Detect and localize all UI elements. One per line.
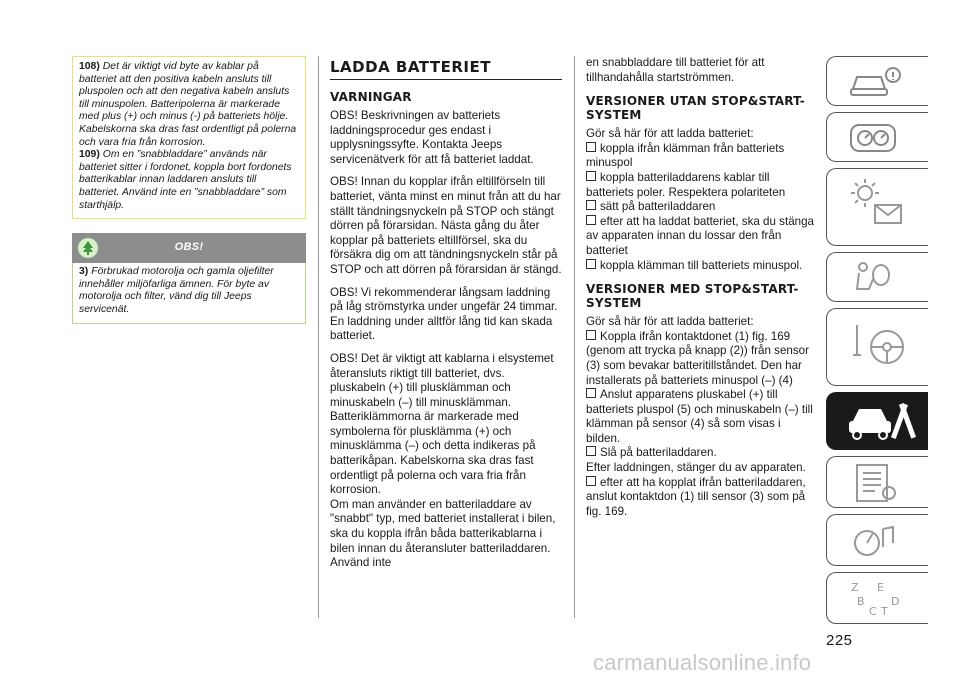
column-divider	[318, 56, 319, 618]
plain-text: Efter laddningen, stänger du av apparaten.	[586, 461, 806, 475]
paragraph: OBS! Det är viktigt att kablarna i elsystemet återansluts riktigt till batteriet, dvs. pluskabeln (+) till plusklämman och minuskabeln (–) till minusklämman. Batteriklämmorna är markerade med symbolerna för plusklämma (+) och minusklämma (–) och detta indikeras på batterikåpan. Kabelskorna ska dras fast ordentligt på polerna och vara fria från korrosion.	[330, 351, 554, 497]
tab-car-info[interactable]	[826, 56, 928, 106]
list-item: koppla ifrån klämman från batteriets minuspol	[586, 141, 785, 170]
obs-title: OBS!	[174, 241, 204, 254]
maintenance-car-tools-icon	[847, 399, 917, 443]
checkbox-bullet-icon	[586, 330, 596, 340]
index-letter: C	[869, 605, 877, 618]
tab-safety[interactable]	[826, 252, 928, 302]
list-item: koppla batteriladdarens kablar till batteriets poler. Respektera polariteten	[586, 170, 786, 199]
right-column	[586, 56, 814, 519]
paragraph: en snabbladdare till batteriet för att tillhandahålla startströmmen.	[586, 56, 765, 84]
list-item: efter att ha kopplat ifrån batteriladdaren, anslut kontaktdon (1) till sensor (3) som på fig. 169.	[586, 475, 806, 518]
paragraph: Om man använder en batteriladdare av "snabbt" typ, med batteriet installerat i bilen, ska du koppla ifrån båda batterikablarna i bilen innan du återansluter batteriladdaren. Använd inte	[330, 497, 556, 570]
middle-column	[330, 56, 562, 579]
tab-maintenance[interactable]	[826, 392, 928, 450]
section-title: LADDA BATTERIET	[330, 58, 562, 80]
tab-lights-messages[interactable]	[826, 168, 928, 246]
index-letter: B	[857, 595, 865, 608]
subsection-title: VERSIONER MED STOP&START-SYSTEM	[586, 282, 799, 311]
list-item: efter att ha laddat batteriet, ska du stänga av apparaten innan du lossar den från batteriet	[586, 214, 814, 257]
watermark: carmanualsonline.info	[593, 650, 812, 675]
list-item: Koppla ifrån kontaktdonet (1) fig. 169 (genom att trycka på knapp (2)) från sensor (3) som bevakar batteritillståndet. Den har installerats på batteriets minuspol (–) (4)	[586, 329, 809, 387]
checkbox-bullet-icon	[586, 476, 596, 486]
list-item: koppla klämman till batteriets minuspol.	[586, 259, 814, 274]
list-item: sätt på batteriladdaren	[586, 200, 814, 215]
list-item: Anslut apparatens pluskabel (+) till batteriets pluspol (5) och minuskabeln (–) till klämman på sensor (4) så som visas i bilden.	[586, 388, 813, 445]
checkbox-bullet-icon	[586, 200, 596, 210]
page-number: 225	[826, 632, 853, 649]
checkbox-bullet-icon	[586, 171, 596, 181]
car-info-icon	[847, 63, 907, 101]
index-letter: E	[877, 581, 884, 594]
lights-message-icon	[847, 175, 911, 237]
note-108: 108) Det är viktigt vid byte av kablar på batteriet att den positiva kabeln ansluts till pluspolen och att den negativa kabeln ansluts till minuspolen. Batteripolerna är markerade med plus (+) och minus (-) på batteriets hölje. Kabelskorna ska dras fast ordentligt på polerna och vara fria från korrosion.	[79, 61, 297, 148]
subsection-title: VARNINGAR	[330, 90, 412, 104]
checkbox-bullet-icon	[586, 215, 596, 225]
tab-starting-driving[interactable]	[826, 308, 928, 386]
paragraph: OBS! Innan du kopplar ifrån eltillförseln till batteriet, vänta minst en minut från att du har ställt tändningsnyckeln på STOP och stängt dörren på förarsidan. Nästa gång du åter kopplar på batteriets eltillförsel, ska du försäkra dig om att tändningsnyckeln står på STOP och att dörren på förarsidan är stängd.	[330, 175, 562, 276]
steering-start-icon	[847, 315, 911, 377]
tab-technical-data[interactable]	[826, 456, 928, 508]
index-letter: D	[891, 595, 900, 608]
checkbox-bullet-icon	[586, 259, 596, 269]
airbag-safety-icon	[847, 259, 907, 297]
subsection-title: VERSIONER UTAN STOP&START-SYSTEM	[586, 94, 805, 123]
lead-text: Gör så här för att ladda batteriet:	[586, 315, 754, 329]
checkbox-bullet-icon	[586, 388, 596, 398]
checkbox-bullet-icon	[586, 446, 596, 456]
paragraph: OBS! Beskrivningen av batteriets laddningsprocedur ges endast i upplysningssyfte. Kontakta Jeeps servicenätverk för att få batteriet laddat.	[330, 109, 534, 166]
tab-dashboard[interactable]	[826, 112, 928, 162]
note-109: 109) Om en ”snabbladdare” används när batteriet sitter i fordonet, koppla bort fordonets batterikablar innan laddaren ansluts till batteriet. Använd inte en ”snabbladdare” som starthjälp.	[79, 149, 292, 211]
warning-notes-box	[72, 56, 306, 219]
environment-note-box: 3) Förbrukad motorolja och gamla oljefilter innehåller miljöfarliga ämnen. För byte av motorolja och filter, vänd dig till Jeeps servicenät.	[72, 263, 306, 323]
column-divider	[574, 56, 575, 618]
dashboard-gauge-icon	[847, 119, 907, 157]
lead-text: Gör så här för att ladda batteriet:	[586, 127, 754, 141]
obs-header-bar	[72, 233, 306, 263]
multimedia-icon	[847, 521, 907, 561]
tab-multimedia[interactable]	[826, 514, 928, 566]
index-letter: Z	[851, 581, 859, 594]
left-column	[72, 56, 306, 324]
tab-index[interactable]	[826, 572, 928, 624]
index-letter: T	[881, 605, 888, 618]
technical-data-icon	[847, 463, 907, 503]
checkbox-bullet-icon	[586, 142, 596, 152]
index-letters-icon	[847, 579, 907, 619]
list-item: Slå på batteriladdaren.	[586, 446, 814, 461]
paragraph: OBS! Vi rekommenderar långsam laddning på låg strömstyrka under ungefär 24 timmar. En laddning under alltför lång tid kan skada batteriet.	[330, 285, 558, 343]
